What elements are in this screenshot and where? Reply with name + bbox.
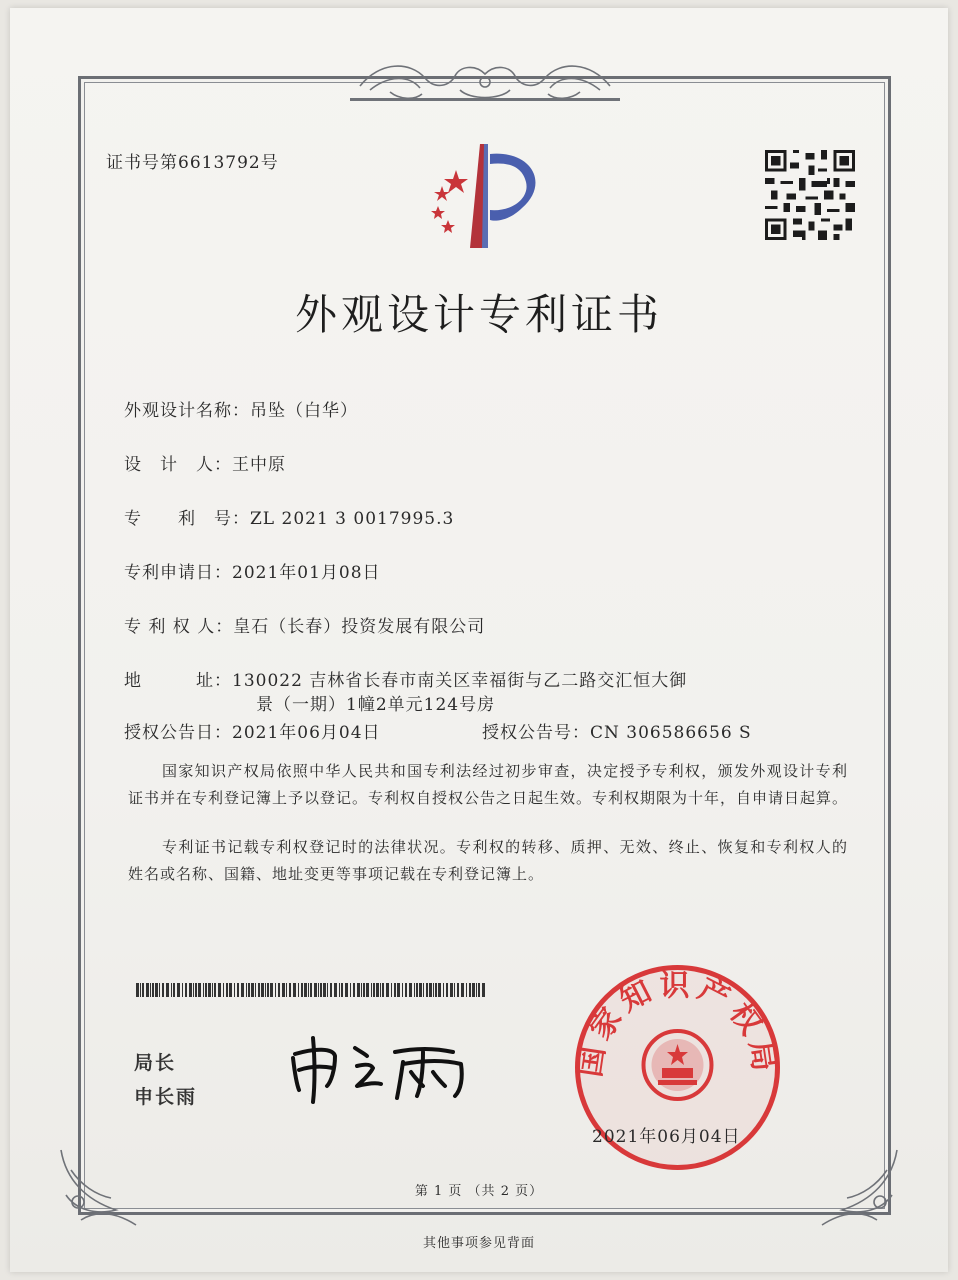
field-label: 专 利 权 人： — [124, 617, 234, 637]
field-grant-number — [482, 718, 752, 743]
field-design-name — [124, 396, 358, 421]
field-application-date — [124, 558, 381, 583]
address-line-1: 130022 吉林省长春市南关区幸福街与乙二路交汇恒大御 — [232, 671, 688, 691]
national-emblem-icon — [644, 1031, 712, 1099]
field-label: 授权公告号： — [482, 723, 590, 743]
field-grant-date — [124, 718, 381, 743]
field-label: 地 址： — [124, 671, 232, 691]
field-patentee — [124, 612, 485, 637]
director-signature — [285, 1030, 485, 1105]
top-ornament-icon — [350, 56, 620, 106]
seal-date: 2021年06月04日 — [592, 1127, 741, 1147]
statement-paragraph: 国家知识产权局依照中华人民共和国专利法经过初步审查，决定授予专利权，颁发外观设计专利证书并在专利登记簿上予以登记。专利权自授权公告之日起生效。专利权期限为十年，自申请日起算。 — [128, 762, 849, 807]
field-value: 2021年01月08日 — [232, 563, 381, 583]
patent-office-logo-icon — [412, 136, 552, 251]
address-line-2: 景（一期）1幢2单元124号房 — [256, 695, 496, 715]
legal-status-paragraph: 专利证书记载专利权登记时的法律状况。专利权的转移、质押、无效、终止、恢复和专利权人的姓名或名称、国籍、地址变更等事项记载在专利登记簿上。 — [128, 838, 848, 883]
qr-code-icon — [765, 150, 855, 240]
director-name: 申长雨 — [134, 1086, 198, 1108]
barcode-icon — [136, 983, 486, 997]
field-value: 2021年06月04日 — [232, 723, 381, 743]
field-label: 设 计 人： — [124, 455, 232, 475]
field-value: 皇石（长春）投资发展有限公司 — [233, 617, 486, 637]
field-label: 专利申请日： — [124, 563, 232, 583]
field-label: 专 利 号： — [124, 509, 250, 529]
seal-text: 国家知识产权局 — [572, 968, 783, 1080]
director-title: 局长 — [134, 1052, 177, 1074]
field-value: ZL 2021 3 0017995.3 — [250, 509, 455, 529]
field-value: CN 306586656 S — [590, 723, 752, 743]
field-value: 王中原 — [232, 455, 286, 475]
field-patent-number — [124, 504, 454, 529]
field-address — [124, 666, 687, 691]
field-designer — [124, 450, 286, 475]
back-side-note: 其他事项参见背面 — [422, 1236, 535, 1251]
page-number: 第 1 页 （共 2 页） — [414, 1184, 544, 1199]
certificate-number: 证书号第6613792号 — [106, 153, 279, 173]
field-label: 授权公告日： — [124, 723, 232, 743]
certificate-title: 外观设计专利证书 — [294, 290, 663, 339]
field-value: 吊坠（白华） — [250, 401, 358, 421]
field-label: 外观设计名称： — [124, 401, 250, 421]
